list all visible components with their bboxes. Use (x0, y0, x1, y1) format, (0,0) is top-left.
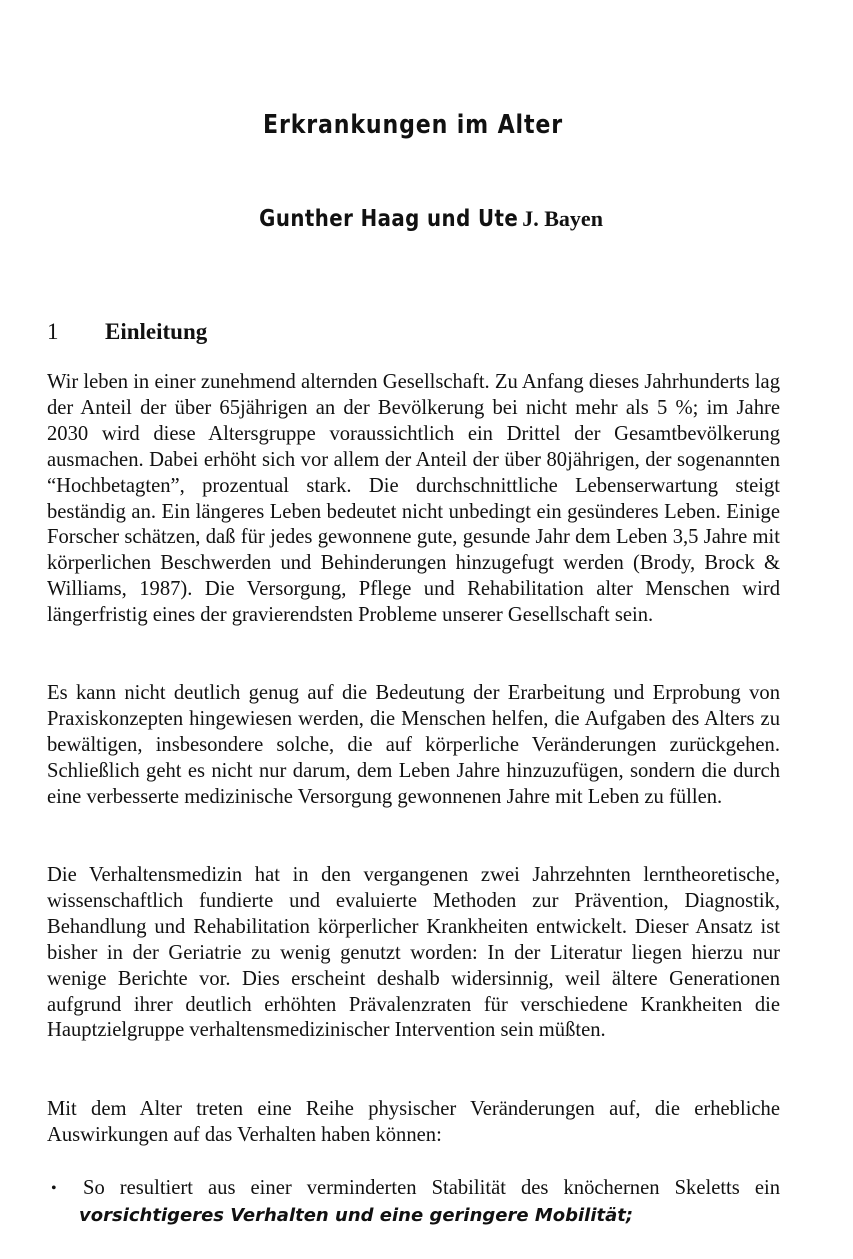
author-initials: J. Bayen (522, 206, 603, 231)
bullet-text: So resultiert aus einer verminderten Stabilität des knöchernen Skeletts ein (83, 1177, 780, 1199)
bullet-icon: • (51, 1180, 57, 1197)
paragraph-4: Mit dem Alter treten eine Reihe physischer Veränderungen auf, die erhebliche Auswirkungen auf das Verhalten haben können: (47, 1098, 780, 1146)
section-title: Einleitung (105, 319, 208, 344)
paragraph-2: Es kann nicht deutlich genug auf die Bedeutung der Erarbeitung und Erprobung von Praxiskonzepten hingewiesen werden, die Menschen helfen, die Aufgaben des Alters zu bewältigen, insbesondere solche, die auf körperliche Veränderungen zurückgehen. Schließlich geht es nicht nur darum, dem Leben Jahre hinzuzufügen, sondern die durch eine verbesserte medizinische Versorgung gewonnenen Jahre mit Leben zu füllen. (47, 682, 780, 808)
bullet-item (47, 1175, 780, 1229)
bullet-emphasis: vorsichtigeres Verhalten und eine geringere Mobilität; (79, 1205, 634, 1226)
section-heading (47, 318, 207, 346)
author-line (0, 203, 820, 238)
paragraph-3: Die Verhaltensmedizin hat in den vergangenen zwei Jahrzehnten lerntheoretische, wissenschaftlich fundierte und evaluierte Methoden zur Prävention, Diagnostik, Behandlung und Rehabilitation körperlicher Krankheiten entwickelt. Dieser Ansatz ist bisher in der Geriatrie zu wenig genutzt worden: In der Literatur liegen hierzu nur wenige Berichte vor. Dies erscheint deshalb widersinnig, weil ältere Generationen aufgrund ihrer deutlich erhöhten Prävalenzraten für verschiedene Krankheiten die Hauptzielgruppe verhaltensmedizinischer Intervention sein müßten. (47, 864, 780, 1042)
paragraph-1: Wir leben in einer zunehmend alternden Gesellschaft. Zu Anfang dieses Jahrhunderts lag der Anteil der über 65jährigen an der Bevölkerung bei nicht mehr als 5 %; im Jahre 2030 wird diese Altersgruppe voraussichtlich ein Drittel der Gesamtbevölkerung ausmachen. Dabei erhöht sich vor allem der Anteil der über 80jährigen, der sogenannten “Hochbetagten”, prozentual stark. Die durchschnittliche Lebenserwartung steigt beständig an. Ein längeres Leben bedeutet nicht unbedingt ein gesünderes Leben. Einige Forscher schätzen, daß für jedes gewonnene gute, gesunde Jahr dem Leben 3,5 Jahre mit körperlichen Beschwerden und Behinderungen hinzugefugt werden (Brody, Brock & Williams, 1987). Die Versorgung, Pflege und Rehabilitation alter Menschen wird längerfristig eines der gravierendsten Probleme unserer Gesellschaft sein. (47, 371, 780, 627)
author-names: Gunther Haag und Ute (259, 206, 519, 232)
section-number: 1 (47, 319, 59, 344)
document-title: Erkrankungen im Alter (263, 110, 563, 140)
